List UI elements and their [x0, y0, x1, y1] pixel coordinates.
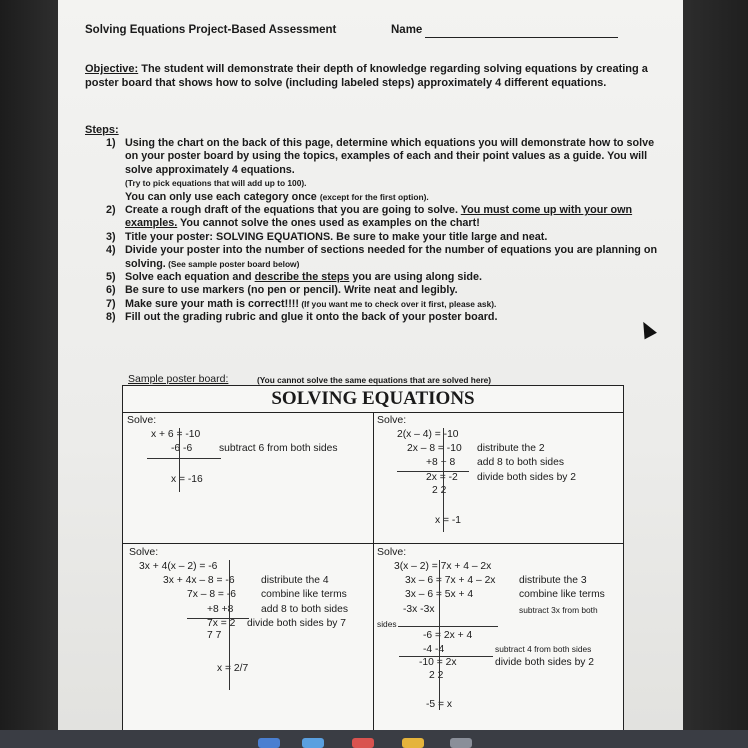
step-text: you are using along side. — [349, 271, 483, 284]
taskbar-app-icon[interactable] — [352, 738, 374, 748]
equation-line: +8 + 8 — [426, 457, 456, 468]
step-text: Fill out the grading rubric and glue it onto the back of your poster board. — [125, 311, 498, 324]
sample-poster — [122, 385, 624, 730]
step-item — [106, 284, 666, 297]
equation-line: x = 2/7 — [217, 663, 249, 674]
quadrant-label: Solve: — [127, 414, 157, 426]
step-item — [106, 204, 666, 231]
equation-line: x = -16 — [171, 474, 203, 485]
equation-line: 2(x – 4) = -10 — [397, 429, 459, 440]
step-item — [106, 231, 666, 244]
step-underlined: You must come up with your own examples. — [125, 204, 633, 230]
step-annotation: subtract 4 from both sides — [495, 644, 592, 654]
poster-divider-vertical — [373, 412, 374, 730]
step-text: Using the chart on the back of this page, determine which equations you will demonstrate how to solve on your poster board by using the topics, examples of each and their point values as a guide. You will solve approximately 4 equations. — [125, 137, 655, 176]
equation-line: -6 = 2x + 4 — [423, 630, 473, 641]
taskbar-app-icon[interactable] — [450, 738, 472, 748]
step-text: Divide your poster into the number of sections needed for the number of equations you are planning on solving. — [125, 244, 658, 270]
equals-guide-line — [443, 428, 444, 532]
step-item — [106, 137, 666, 204]
sample-note: (You cannot solve the same equations that are solved here) — [257, 375, 492, 385]
equation-line: 3(x – 2) = 7x + 4 – 2x — [394, 561, 492, 572]
document-title: Solving Equations Project-Based Assessment — [85, 24, 337, 36]
equation-line: x = -1 — [435, 515, 462, 526]
objective-paragraph — [85, 63, 660, 90]
step-number: 7) — [106, 297, 116, 310]
equation-line: 2x – 8 = -10 — [407, 443, 462, 454]
equation-line: 2x = -2 — [426, 472, 458, 483]
step-annotation: distribute the 3 — [519, 575, 587, 586]
document-page — [58, 0, 683, 730]
taskbar-app-icon[interactable] — [302, 738, 324, 748]
objective-text: The student will demonstrate their depth of knowledge regarding solving equations by creating a poster board that shows how to solve (including labeled steps) approximately 4 different equations. — [85, 63, 648, 89]
step-number: 5) — [106, 271, 116, 284]
step-text: You — [177, 217, 203, 230]
equation-line: 3x + 4(x – 2) = -6 — [139, 561, 218, 572]
step-item — [106, 244, 666, 271]
equation-line: 2 2 — [432, 485, 447, 496]
step-number: 3) — [106, 230, 116, 243]
step-text: solve the ones used as examples on the chart! — [238, 217, 480, 230]
sample-caption — [128, 373, 228, 385]
step-emphasis: cannot — [202, 217, 239, 230]
equation-line: -3x -3x — [403, 604, 435, 615]
equation-underline — [398, 626, 498, 627]
quadrant-label: Solve: — [129, 546, 159, 558]
monitor-bezel-left — [0, 0, 58, 748]
equation-line: -10 = 2x — [419, 657, 457, 668]
steps-list — [106, 137, 666, 325]
step-extra-note: (except for the first option). — [319, 191, 429, 202]
step-annotation: combine like terms — [519, 589, 605, 600]
step-number: 1) — [106, 137, 116, 149]
quadrant-label: Solve: — [377, 414, 407, 426]
step-annotation: combine like terms — [261, 589, 347, 600]
equation-line: 7 7 — [207, 630, 222, 641]
equation-line: 7x – 8 = -6 — [187, 589, 236, 600]
equation-line: 3x – 6 = 7x + 4 – 2x — [405, 575, 496, 586]
step-note: (See sample poster board below) — [165, 258, 300, 269]
sample-caption-text: Sample poster board: — [128, 373, 229, 385]
equation-line: 7x = 2 — [207, 618, 236, 629]
step-annotation: divide both sides by 2 — [477, 472, 577, 483]
step-text: Be sure to use markers (no pen or pencil). Write neat and legibly. — [125, 284, 458, 297]
step-number: 6) — [106, 284, 116, 297]
name-blank-line — [425, 37, 618, 38]
step-annotation: distribute the 4 — [261, 575, 329, 586]
step-text: each equation and — [153, 271, 255, 284]
step-emphasis: Solve — [125, 271, 154, 284]
step-item — [106, 298, 666, 311]
step-extra: You can only use each category once — [125, 190, 317, 203]
step-text: Make sure your math is correct!!!! — [125, 297, 299, 310]
monitor-bezel-right — [683, 0, 748, 748]
taskbar-app-icon[interactable] — [402, 738, 424, 748]
objective-label: Objective: — [85, 63, 139, 75]
step-annotation: add 8 to both sides — [477, 457, 565, 468]
equals-guide-line — [439, 560, 440, 710]
step-annotation: subtract 3x from both — [519, 605, 598, 615]
equals-guide-line — [179, 428, 180, 492]
equation-line: 2 2 — [429, 670, 444, 681]
poster-title: SOLVING EQUATIONS — [123, 386, 623, 413]
poster-divider-horizontal — [123, 543, 623, 544]
step-annotation: divide both sides by 7 — [247, 618, 347, 629]
equation-line: +8 +8 — [207, 604, 234, 615]
equation-line: x + 6 = -10 — [151, 429, 201, 440]
step-text: Title your poster: SOLVING EQUATIONS. Be sure to make your title large and neat. — [125, 230, 548, 243]
equals-guide-line — [229, 560, 230, 690]
equation-line: -6 -6 — [171, 443, 193, 454]
taskbar-app-icon[interactable] — [258, 738, 280, 748]
step-underlined: describe the steps — [254, 271, 350, 284]
step-annotation: sides — [377, 619, 397, 629]
step-number: 2) — [106, 204, 116, 217]
quadrant-label: Solve: — [377, 546, 407, 558]
step-number: 8) — [106, 311, 116, 324]
step-number: 4) — [106, 244, 116, 257]
step-annotation: subtract 6 from both sides — [219, 443, 338, 454]
step-note: (If you want me to check over it first, please ask). — [299, 298, 497, 309]
step-note: (Try to pick equations that will add up to 100). — [125, 178, 307, 189]
equation-line: 3x + 4x – 8 = -6 — [163, 575, 235, 586]
step-annotation: distribute the 2 — [477, 443, 545, 454]
equation-line: 3x – 6 = 5x + 4 — [405, 589, 474, 600]
steps-heading: Steps: — [85, 124, 119, 136]
taskbar[interactable] — [0, 730, 748, 748]
step-annotation: divide both sides by 2 — [495, 657, 595, 668]
step-text: Create a rough draft of the equations that you are going to solve. — [125, 204, 461, 217]
name-label: Name — [391, 24, 423, 36]
equation-line: -4 -4 — [423, 644, 445, 655]
step-item — [106, 271, 666, 284]
equation-underline — [147, 458, 221, 459]
step-item — [106, 311, 666, 324]
step-annotation: add 8 to both sides — [261, 604, 349, 615]
equation-line: -5 = x — [426, 699, 453, 710]
